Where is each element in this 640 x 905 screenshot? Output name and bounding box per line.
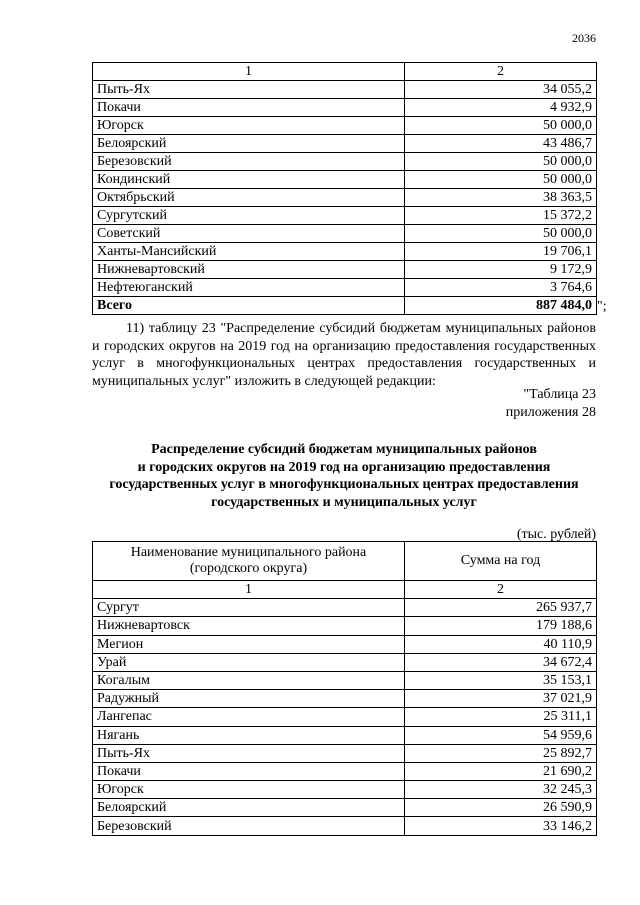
municipality-name: Сургут <box>93 599 405 617</box>
table-header-row <box>93 542 597 581</box>
table-row <box>93 781 597 799</box>
amendment-text: 11) таблицу 23 "Распределение субсидий бюджетам муниципальных районов и городских округов на 2019 год на организацию предоставления государственных услуг в многофункциональных центрах предоставления государственных и муниципальных услуг" изложить в следующей редакции: <box>92 321 596 389</box>
subsidy-amount: 25 311,1 <box>405 708 597 726</box>
municipality-name: Радужный <box>93 690 405 708</box>
subsidy-amount: 179 188,6 <box>405 617 597 635</box>
table-row <box>93 81 597 99</box>
total-value: 887 484,0 <box>405 297 597 315</box>
table-row <box>93 243 597 261</box>
subsidy-amount: 50 000,0 <box>405 153 597 171</box>
table-row <box>93 207 597 225</box>
page-number: 2036 <box>572 31 596 45</box>
municipality-name: Белоярский <box>93 799 405 817</box>
municipality-name: Югорск <box>93 117 405 135</box>
table-row <box>93 744 597 762</box>
total-label: Всего <box>93 297 405 315</box>
table-title-line: и городских округов на 2019 год на организацию предоставления <box>137 459 551 475</box>
table-row <box>93 799 597 817</box>
municipality-name: Нефтеюганский <box>93 279 405 297</box>
table-row <box>93 653 597 671</box>
municipality-name: Кондинский <box>93 171 405 189</box>
subsidy-amount: 33 146,2 <box>405 817 597 835</box>
subsidy-amount: 43 486,7 <box>405 135 597 153</box>
table-row <box>93 817 597 835</box>
municipality-name: Урай <box>93 653 405 671</box>
subsidy-table-continued <box>92 62 597 315</box>
subsidy-amount: 9 172,9 <box>405 261 597 279</box>
table-row <box>93 635 597 653</box>
municipality-name: Пыть-Ях <box>93 744 405 762</box>
total-row <box>93 297 597 315</box>
municipality-name: Октябрьский <box>93 189 405 207</box>
table-row <box>93 690 597 708</box>
table-row <box>93 762 597 780</box>
municipality-name: Белоярский <box>93 135 405 153</box>
municipality-name: Покачи <box>93 99 405 117</box>
table-row <box>93 153 597 171</box>
municipality-name: Советский <box>93 225 405 243</box>
table-row <box>93 135 597 153</box>
table-row <box>93 617 597 635</box>
mfc-subsidy-table <box>92 541 597 836</box>
column-number-2: 2 <box>405 581 597 599</box>
column-number-2: 2 <box>405 63 597 81</box>
units-label: (тыс. рублей) <box>516 527 596 542</box>
subsidy-amount: 265 937,7 <box>405 599 597 617</box>
column-number-1: 1 <box>93 581 405 599</box>
closing-quote: "; <box>597 299 607 314</box>
subsidy-table-body <box>93 63 597 315</box>
subsidy-amount: 37 021,9 <box>405 690 597 708</box>
table-row <box>93 261 597 279</box>
column-number-row <box>93 581 597 599</box>
mfc-table-body <box>93 542 597 836</box>
municipality-name: Ханты-Мансийский <box>93 243 405 261</box>
appendix-reference-label: приложения 28 <box>505 405 596 420</box>
municipality-name: Березовский <box>93 817 405 835</box>
subsidy-amount: 40 110,9 <box>405 635 597 653</box>
municipality-name: Когалым <box>93 671 405 689</box>
table-row <box>93 726 597 744</box>
table-title-line: Распределение субсидий бюджетам муниципальных районов <box>151 442 537 457</box>
table-row <box>93 671 597 689</box>
subsidy-amount: 21 690,2 <box>405 762 597 780</box>
table-title-line: государственных услуг в многофункциональных центрах предоставления <box>109 477 579 492</box>
column-header-municipality: Наименование муниципального района (городского округа) <box>93 542 405 581</box>
subsidy-amount: 54 959,6 <box>405 726 597 744</box>
table-row <box>93 99 597 117</box>
subsidy-amount: 34 672,4 <box>405 653 597 671</box>
subsidy-amount: 19 706,1 <box>405 243 597 261</box>
table-header-row <box>93 63 597 81</box>
municipality-name: Покачи <box>93 762 405 780</box>
municipality-name: Лангепас <box>93 708 405 726</box>
table-title <box>92 441 596 511</box>
municipality-name: Югорск <box>93 781 405 799</box>
subsidy-amount: 32 245,3 <box>405 781 597 799</box>
subsidy-amount: 35 153,1 <box>405 671 597 689</box>
municipality-name: Пыть-Ях <box>93 81 405 99</box>
subsidy-amount: 50 000,0 <box>405 225 597 243</box>
column-header-annual-sum: Сумма на год <box>405 542 597 581</box>
municipality-name: Нижневартовск <box>93 617 405 635</box>
subsidy-amount: 3 764,6 <box>405 279 597 297</box>
subsidy-amount: 34 055,2 <box>405 81 597 99</box>
subsidy-amount: 38 363,5 <box>405 189 597 207</box>
table-row <box>93 117 597 135</box>
subsidy-amount: 4 932,9 <box>405 99 597 117</box>
subsidy-amount: 25 892,7 <box>405 744 597 762</box>
amendment-paragraph <box>92 320 596 390</box>
municipality-name: Нижневартовский <box>93 261 405 279</box>
subsidy-amount: 50 000,0 <box>405 117 597 135</box>
municipality-name: Сургутский <box>93 207 405 225</box>
column-number-1: 1 <box>93 63 405 81</box>
table-row <box>93 225 597 243</box>
municipality-name: Нягань <box>93 726 405 744</box>
table-row <box>93 708 597 726</box>
subsidy-amount: 15 372,2 <box>405 207 597 225</box>
table-reference-label: "Таблица 23 <box>523 387 596 402</box>
subsidy-amount: 50 000,0 <box>405 171 597 189</box>
table-row <box>93 189 597 207</box>
table-row <box>93 279 597 297</box>
table-row <box>93 171 597 189</box>
subsidy-amount: 26 590,9 <box>405 799 597 817</box>
municipality-name: Мегион <box>93 635 405 653</box>
table-title-line: государственных и муниципальных услуг <box>211 494 477 510</box>
municipality-name: Березовский <box>93 153 405 171</box>
table-row <box>93 599 597 617</box>
